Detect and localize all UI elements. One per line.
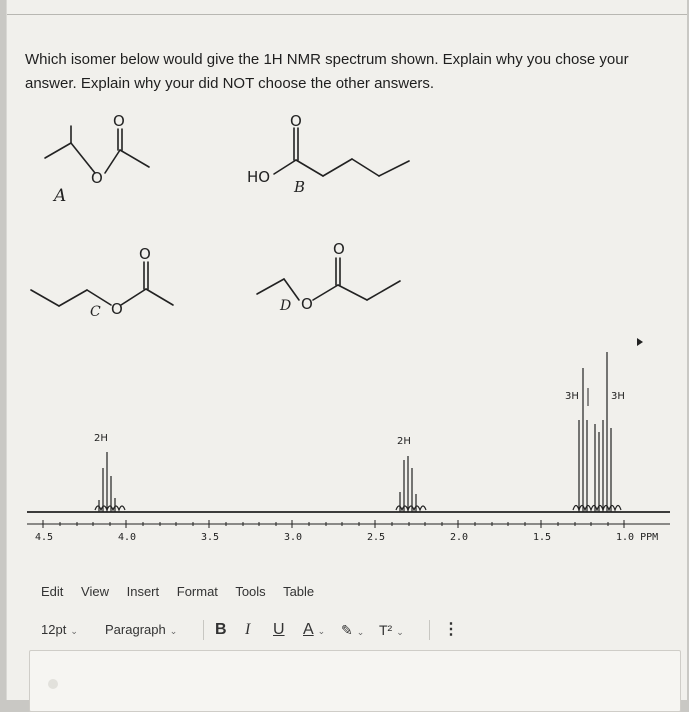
block-format-value: Paragraph bbox=[105, 622, 166, 637]
menu-tools[interactable]: Tools bbox=[235, 584, 266, 599]
structure-a-carbonyl-o: O bbox=[113, 112, 125, 130]
chevron-down-icon: ⌄ bbox=[356, 627, 365, 637]
highlight-pen-icon: ✎ bbox=[341, 622, 353, 638]
tick-label: 3.5 bbox=[201, 532, 220, 543]
structure-d-ester-o: O bbox=[301, 295, 313, 313]
integration-label: 2H bbox=[94, 433, 108, 444]
superscript-button[interactable] bbox=[379, 618, 404, 642]
structure-b-hydroxyl: HO bbox=[247, 168, 271, 186]
text-color-icon: A bbox=[303, 621, 314, 638]
editor-toolbar bbox=[41, 618, 601, 642]
peak-quartet-4-1 bbox=[95, 452, 125, 512]
editor-status-dot bbox=[48, 679, 58, 689]
question-text: Which isomer below would give the 1H NMR spectrum shown. Explain why you chose your answer. Explain why your did NOT choose the other answers. bbox=[25, 51, 629, 92]
underline-button[interactable]: U bbox=[273, 621, 285, 638]
structure-c bbox=[31, 262, 173, 306]
structure-b bbox=[274, 128, 409, 176]
nmr-spectrum bbox=[27, 338, 670, 543]
highlight-button[interactable] bbox=[341, 618, 364, 642]
menu-edit[interactable]: Edit bbox=[41, 584, 64, 599]
structure-d-carbonyl-o: O bbox=[333, 240, 345, 258]
font-size-value: 12pt bbox=[41, 622, 67, 637]
structure-a bbox=[45, 126, 149, 173]
italic-button[interactable]: I bbox=[245, 621, 251, 638]
integration-label: 3H bbox=[611, 391, 625, 402]
structure-c-ester-o: O bbox=[111, 300, 123, 318]
tick-label: 4.0 bbox=[118, 532, 137, 543]
peak-quartet-2-3 bbox=[396, 456, 426, 512]
chevron-down-icon: ⌄ bbox=[169, 626, 178, 636]
question-page bbox=[6, 0, 687, 700]
toolbar-divider bbox=[429, 620, 430, 640]
tick-label: 2.0 bbox=[450, 532, 469, 543]
chevron-down-icon: ⌄ bbox=[317, 626, 326, 636]
chevron-down-icon: ⌄ bbox=[396, 627, 404, 637]
structure-b-letter: B bbox=[294, 178, 306, 196]
question-figure bbox=[7, 0, 687, 580]
menu-table[interactable]: Table bbox=[283, 584, 315, 599]
structure-b-carbonyl-o: O bbox=[290, 112, 302, 130]
chevron-down-icon: ⌄ bbox=[70, 626, 78, 636]
font-size-select[interactable] bbox=[41, 618, 78, 642]
superscript-icon: T² bbox=[379, 622, 393, 638]
menu-insert[interactable]: Insert bbox=[126, 584, 160, 599]
more-options-button[interactable]: ⋮ bbox=[443, 621, 459, 638]
text-color-button[interactable] bbox=[303, 618, 325, 642]
structure-d-letter: D bbox=[280, 298, 292, 314]
tick-label: 2.5 bbox=[367, 532, 386, 543]
answer-editor[interactable] bbox=[29, 650, 681, 712]
integration-label: 3H bbox=[565, 391, 579, 402]
structure-c-letter: C bbox=[90, 304, 101, 320]
structure-a-letter: A bbox=[54, 186, 67, 206]
integration-label: 2H bbox=[397, 436, 411, 447]
structure-d bbox=[257, 258, 400, 300]
structure-c-carbonyl-o: O bbox=[139, 245, 151, 263]
cursor-arrow-icon bbox=[637, 338, 643, 346]
tick-label: 4.5 bbox=[35, 532, 54, 543]
tick-label: 1.5 bbox=[533, 532, 552, 543]
peak-triplets-1-1 bbox=[573, 352, 621, 512]
menu-format[interactable]: Format bbox=[176, 584, 218, 599]
integration-brackets bbox=[588, 388, 607, 406]
editor-menubar bbox=[41, 584, 328, 599]
bold-button[interactable]: B bbox=[215, 621, 227, 638]
tick-label: 3.0 bbox=[284, 532, 303, 543]
toolbar-divider bbox=[203, 620, 204, 640]
structure-a-ester-o: O bbox=[91, 169, 103, 187]
block-format-select[interactable] bbox=[105, 618, 177, 642]
tick-label: 1.0 PPM bbox=[616, 532, 659, 543]
menu-view[interactable]: View bbox=[81, 584, 109, 599]
